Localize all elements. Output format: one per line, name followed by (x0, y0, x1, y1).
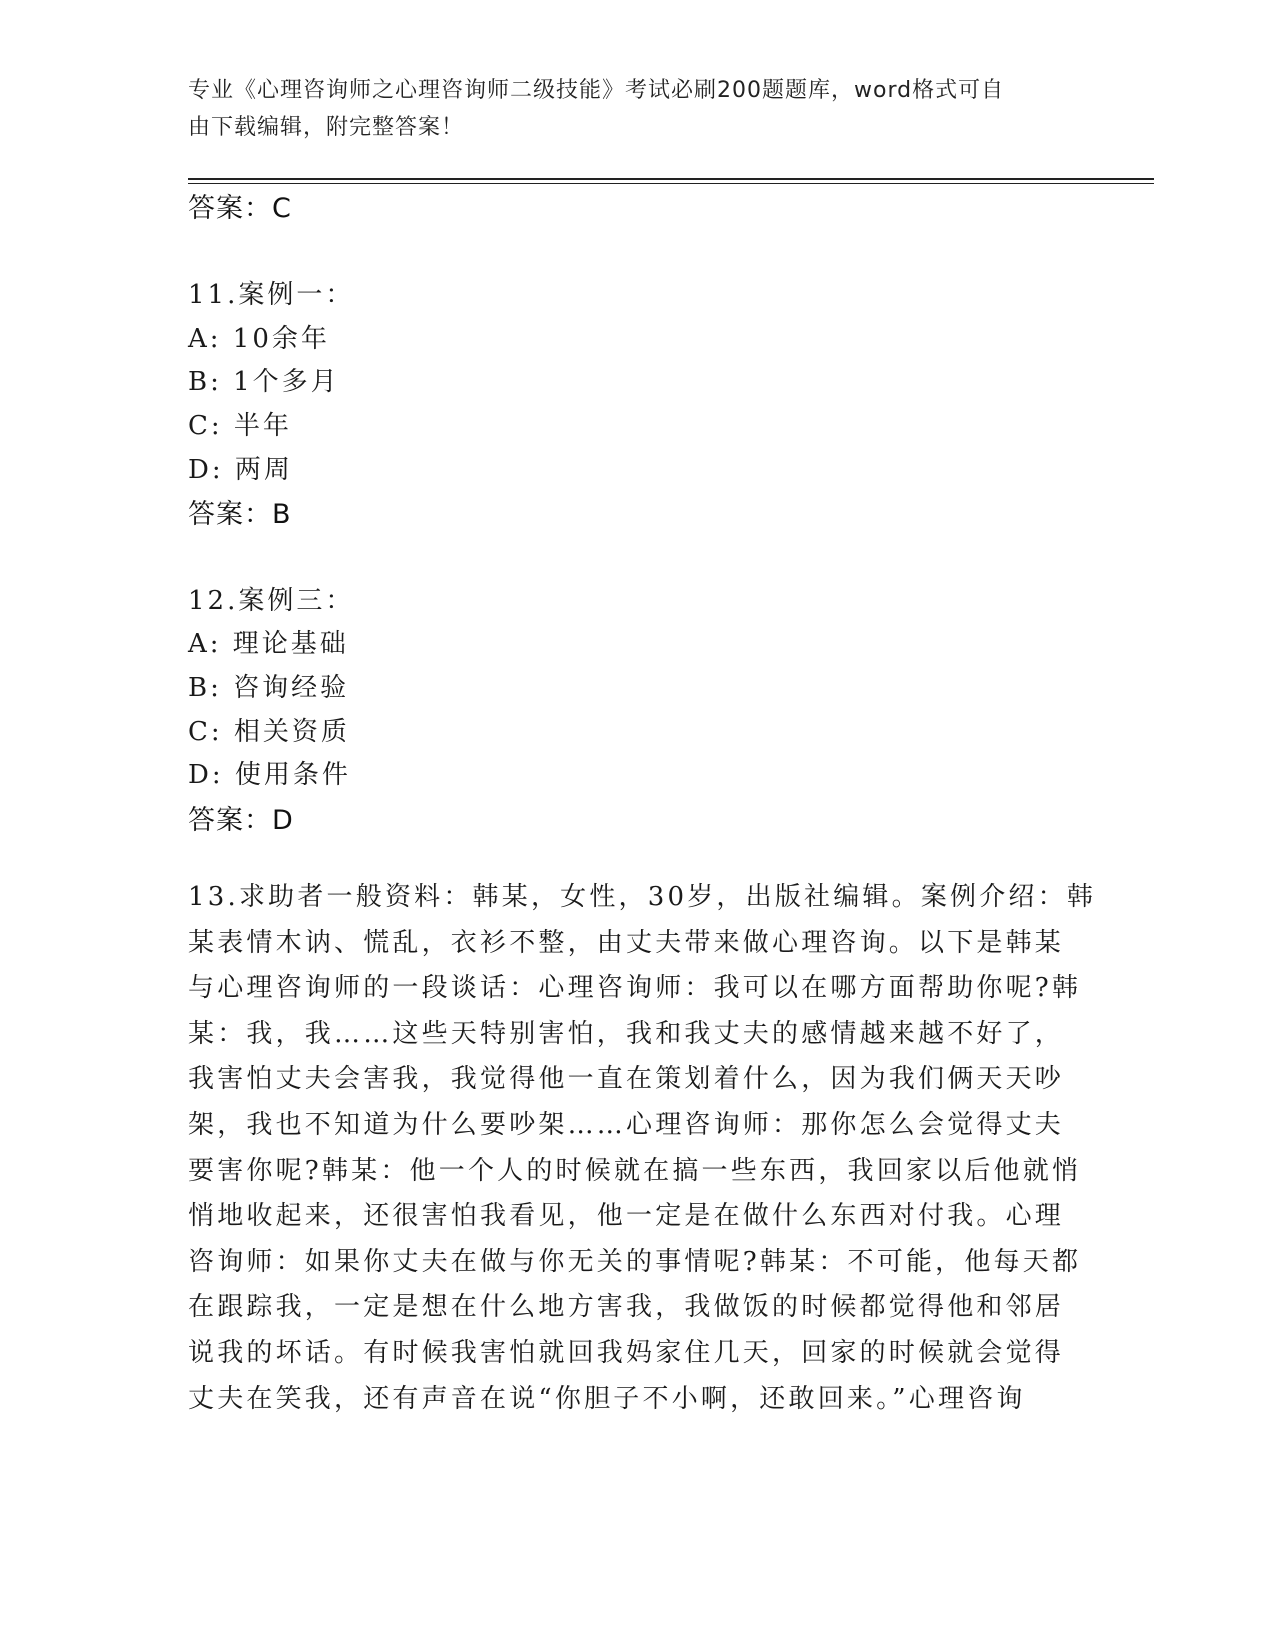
header-divider (188, 178, 1154, 180)
question-11-answer: 答案：B (188, 499, 292, 530)
question-12-option-c: C: 相关资质 (188, 717, 350, 747)
question-11-option-c: C: 半年 (188, 411, 292, 441)
header-line-1: 专业《心理咨询师之心理咨询师二级技能》考试必刷200题题库，word格式可自 (188, 78, 1005, 103)
question-12-answer: 答案：D (188, 805, 294, 836)
question-13-line: 在跟踪我，一定是想在什么地方害我，我做饭的时候都觉得他和邻居 (188, 1292, 1065, 1323)
question-12-option-d: D: 使用条件 (188, 760, 351, 790)
question-11-option-b: B: 1个多月 (188, 367, 340, 397)
page-header (188, 72, 1068, 146)
question-13-line: 我害怕丈夫会害我，我觉得他一直在策划着什么，因为我们俩天天吵 (188, 1064, 1065, 1095)
question-13-line: 丈夫在笑我，还有声音在说“你胆子不小啊，还敢回来。”心理咨询 (188, 1383, 1026, 1414)
question-13-line: 悄地收起来，还很害怕我看见，他一定是在做什么东西对付我。心理 (188, 1201, 1065, 1232)
question-11-stem: 11.案例一： (188, 280, 355, 310)
question-13-paragraph (188, 875, 1097, 1422)
question-12-option-a: A: 理论基础 (188, 629, 349, 659)
question-13-line: 要害你呢?韩某：他一个人的时候就在搞一些东西，我回家以后他就悄 (188, 1155, 1082, 1186)
question-11-option-d: D: 两周 (188, 455, 293, 485)
question-13-line: 说我的坏话。有时候我害怕就回我妈家住几天，回家的时候就会觉得 (188, 1337, 1065, 1368)
header-line-2: 由下载编辑，附完整答案！ (188, 115, 465, 140)
question-13-line: 与心理咨询师的一段谈话：心理咨询师：我可以在哪方面帮助你呢?韩 (188, 973, 1082, 1004)
question-13-line: 架，我也不知道为什么要吵架……心理咨询师：那你怎么会觉得丈夫 (188, 1109, 1065, 1140)
question-13-line: 某表情木讷、慌乱，衣衫不整，由丈夫带来做心理咨询。以下是韩某 (188, 927, 1065, 958)
question-12-stem: 12.案例三： (188, 586, 355, 616)
question-11-option-a: A: 10余年 (188, 324, 330, 354)
answer-previous: 答案：C (188, 193, 292, 224)
question-13-line: 某：我，我……这些天特别害怕，我和我丈夫的感情越来越不好了， (188, 1018, 1065, 1049)
header-divider-thin (188, 183, 1154, 184)
question-13-line: 13.求助者一般资料：韩某，女性，30岁，出版社编辑。案例介绍：韩 (188, 882, 1097, 912)
question-13-line: 咨询师：如果你丈夫在做与你无关的事情呢?韩某：不可能，他每天都 (188, 1246, 1082, 1277)
question-12-option-b: B: 咨询经验 (188, 673, 350, 703)
